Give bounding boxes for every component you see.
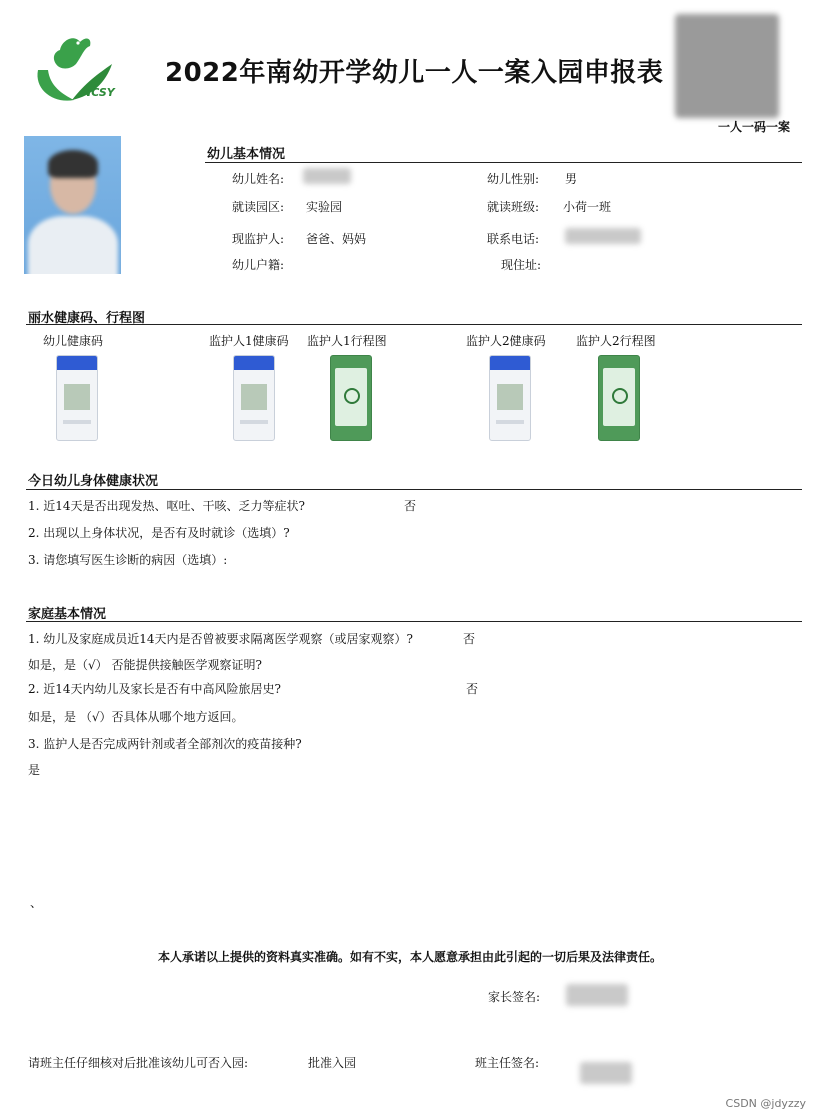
section-divider (26, 621, 802, 622)
guardian1-itinerary-label: 监护人1行程图 (307, 334, 387, 348)
guardian2-health-code-screenshot (489, 355, 531, 441)
phone-value-redacted (565, 228, 641, 244)
family-question-2: 2. 近14天内幼儿及家长是否有中高风险旅居史? (28, 682, 281, 696)
class-label: 就读班级: (487, 200, 540, 214)
family-question-2-note: 如是，是 （√）否具体从哪个地方返回。 (28, 710, 244, 724)
page-title: 2022年南幼开学幼儿一人一案入园申报表 (165, 58, 664, 88)
arrow-up-icon (612, 388, 628, 404)
guardian1-health-code-label: 监护人1健康码 (209, 334, 289, 348)
qr-caption: 一人一码一案 (718, 120, 791, 134)
guardian-value: 爸爸、妈妈 (306, 232, 367, 246)
school-logo (32, 30, 122, 106)
gender-value: 男 (565, 172, 578, 186)
guardian2-itinerary-screenshot (598, 355, 640, 441)
health-answer-1: 否 (404, 499, 417, 513)
health-question-1: 1. 近14天是否出现发热、呕吐、干咳、乏力等症状? (28, 499, 305, 513)
section-health-title: 今日幼儿身体健康状况 (28, 474, 159, 489)
guardian2-health-code-label: 监护人2健康码 (466, 334, 546, 348)
teacher-approval-request: 请班主任仔细核对后批准该幼儿可否入园: (28, 1056, 249, 1070)
family-question-1-note: 如是，是（√） 否能提供接触医学观察证明? (28, 658, 262, 672)
family-answer-3: 是 (28, 763, 41, 777)
section-divider (26, 489, 802, 490)
watermark-credit: CSDN @jdyzzy (725, 1097, 806, 1110)
qr-code (675, 14, 779, 118)
parent-signature-label: 家长签名: (488, 990, 541, 1004)
address-label: 现住址: (501, 258, 542, 272)
parent-signature (566, 984, 628, 1006)
approval-value: 批准入园 (308, 1056, 357, 1070)
guardian1-health-code-screenshot (233, 355, 275, 441)
child-health-code-screenshot (56, 355, 98, 441)
child-health-code-label: 幼儿健康码 (43, 334, 104, 348)
section-basic-info-title: 幼儿基本情况 (207, 147, 286, 162)
section-codes-title: 丽水健康码、行程图 (28, 311, 146, 326)
class-value: 小荷一班 (563, 200, 612, 214)
campus-value: 实验园 (306, 200, 343, 214)
section-divider (26, 324, 802, 325)
household-label: 幼儿户籍: (232, 258, 285, 272)
family-question-3: 3. 监护人是否完成两针剂或者全部剂次的疫苗接种? (28, 737, 302, 751)
guardian-label: 现监护人: (232, 232, 285, 246)
declaration-text: 本人承诺以上提供的资料真实准确。如有不实，本人愿意承担由此引起的一切后果及法律责任。 (157, 950, 662, 964)
health-question-2: 2. 出现以上身体状况，是否有及时就诊（选填）? (28, 526, 290, 540)
child-name-label: 幼儿姓名: (232, 172, 285, 186)
child-name-value-redacted (303, 168, 351, 184)
teacher-signature (580, 1062, 632, 1084)
gender-label: 幼儿性别: (487, 172, 540, 186)
section-family-title: 家庭基本情况 (28, 607, 107, 622)
family-answer-2: 否 (466, 682, 479, 696)
teacher-signature-label: 班主任签名: (475, 1056, 540, 1070)
health-question-3: 3. 请您填写医生诊断的病因（选填）: (28, 553, 228, 567)
stray-mark: 、 (30, 896, 43, 910)
logo-text: NCSY (82, 86, 115, 99)
family-answer-1: 否 (463, 632, 476, 646)
child-photo (24, 136, 121, 274)
campus-label: 就读园区: (232, 200, 285, 214)
section-divider (205, 162, 802, 163)
guardian1-itinerary-screenshot (330, 355, 372, 441)
guardian2-itinerary-label: 监护人2行程图 (576, 334, 656, 348)
family-question-1: 1. 幼儿及家庭成员近14天内是否曾被要求隔离医学观察（或居家观察）? (28, 632, 413, 646)
arrow-up-icon (344, 388, 360, 404)
phone-label: 联系电话: (487, 232, 540, 246)
